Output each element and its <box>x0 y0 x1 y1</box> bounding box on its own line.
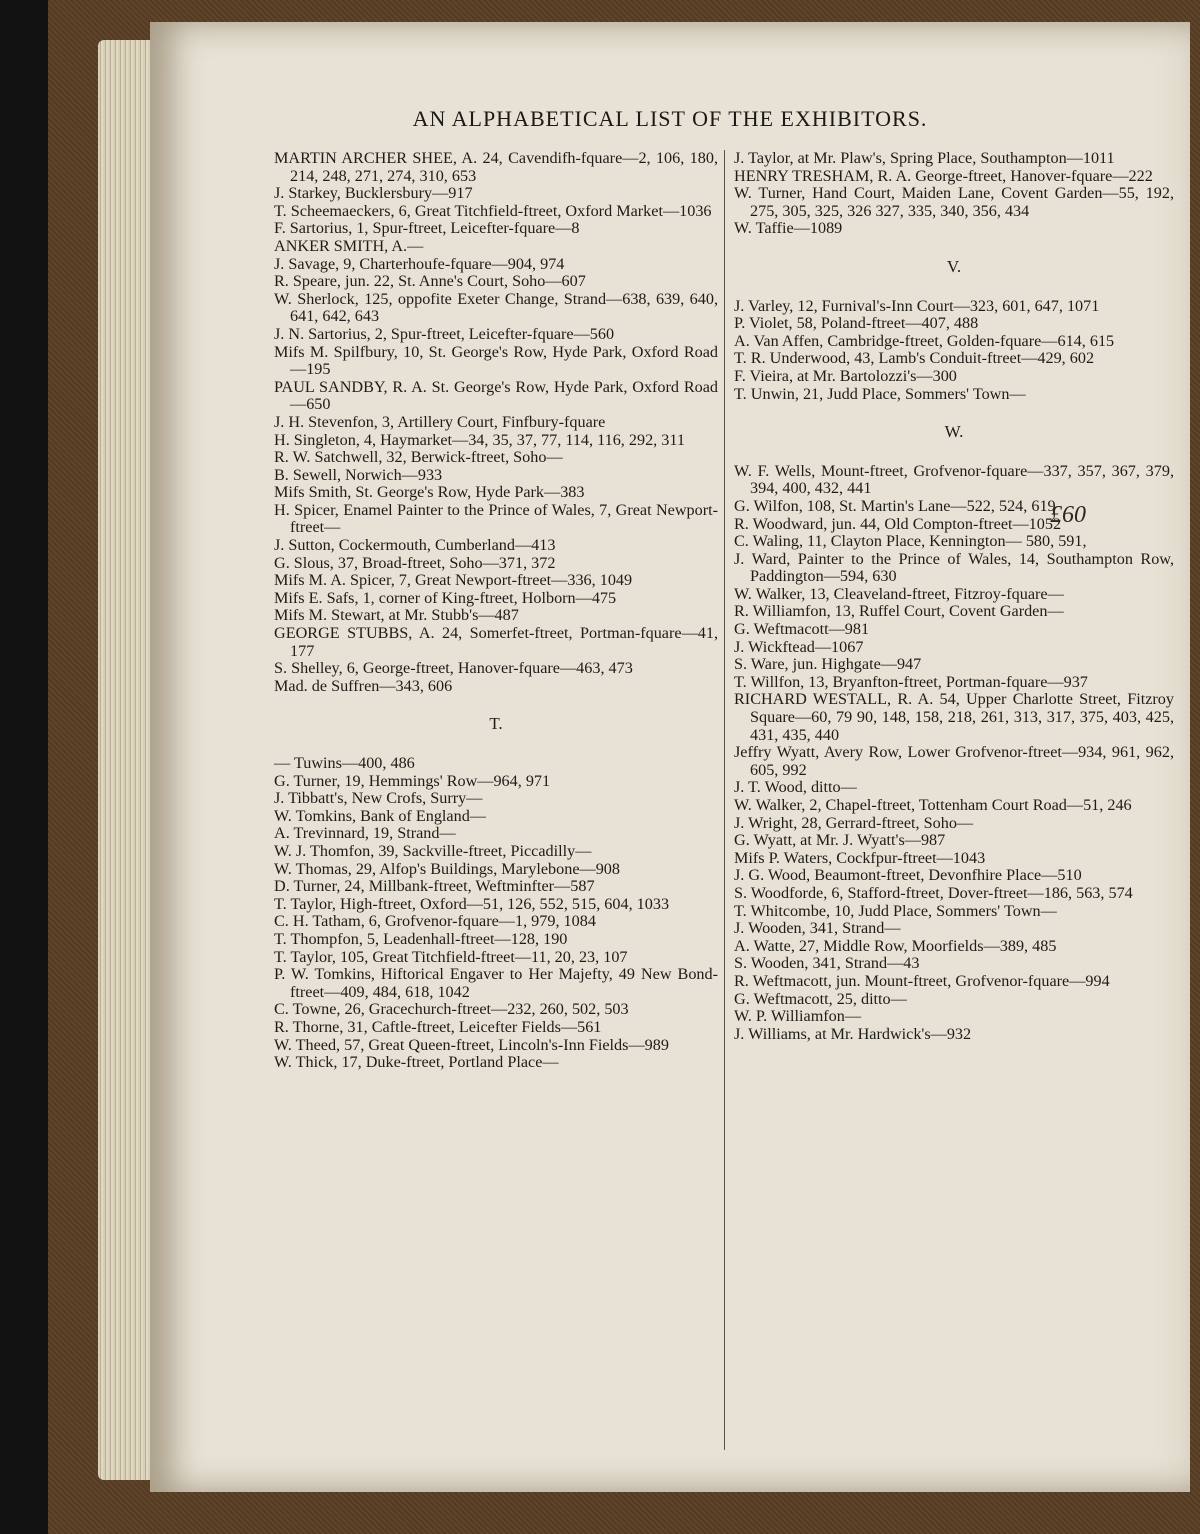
exhibitor-entry: MARTIN ARCHER SHEE, A. 24, Cavendifh-fquare—2, 106, 180, 214, 248, 271, 274, 310, 653 <box>274 149 718 185</box>
exhibitor-entry: W. Theed, 57, Great Queen-ftreet, Lincoln's-Inn Fields—989 <box>274 1035 669 1054</box>
exhibitor-entry: S. Woodforde, 6, Stafford-ftreet, Dover-ftreet—186, 563, 574 <box>734 883 1133 902</box>
exhibitor-entry: P. W. Tomkins, Hiftorical Engaver to Her Majefty, 49 New Bond-ftreet—409, 484, 618, 1042 <box>274 965 718 1001</box>
exhibitor-entry: A. Watte, 27, Middle Row, Moorfields—389, 485 <box>734 936 1057 955</box>
exhibitor-entry: Jeffry Wyatt, Avery Row, Lower Grofvenor-ftreet—934, 961, 962, 605, 992 <box>734 743 1174 779</box>
exhibitor-entry: G. Weftmacott, 25, ditto— <box>734 989 907 1008</box>
exhibitor-entry: W. Taffie—1089 <box>734 219 843 238</box>
exhibitor-entry: G. Turner, 19, Hemmings' Row—964, 971 <box>274 771 551 790</box>
exhibitor-entry: D. Turner, 24, Millbank-ftreet, Weftminfter—587 <box>274 877 595 896</box>
exhibitor-entry: J. T. Wood, ditto— <box>734 778 857 797</box>
exhibitor-entry: W. Thomas, 29, Alfop's Buildings, Marylebone—908 <box>274 859 620 878</box>
section-letter-v: V. <box>946 256 962 276</box>
right-column <box>734 150 1174 1043</box>
entry-list-t-continued <box>734 150 1174 238</box>
exhibitor-entry: Mifs E. Safs, 1, corner of King-ftreet, Holborn—475 <box>274 588 617 607</box>
exhibitor-entry: ANKER SMITH, A.— <box>274 236 424 255</box>
exhibitor-entry: S. Shelley, 6, George-ftreet, Hanover-fquare—463, 473 <box>274 659 633 678</box>
book-page <box>150 22 1190 1492</box>
entry-list-t <box>274 755 718 1072</box>
exhibitor-entry: HENRY TRESHAM, R. A. George-ftreet, Hanover-fquare—222 <box>734 166 1153 185</box>
exhibitor-entry: S. Ware, jun. Highgate—947 <box>734 655 922 674</box>
exhibitor-entry: T. Taylor, High-ftreet, Oxford—51, 126, 552, 515, 604, 1033 <box>274 894 670 913</box>
column-divider <box>724 150 725 1450</box>
exhibitor-entry: J. Savage, 9, Charterhoufe-fquare—904, 974 <box>274 254 565 273</box>
exhibitor-entry: G. Slous, 37, Broad-ftreet, Soho—371, 372 <box>274 553 556 572</box>
section-letter-w: W. <box>944 422 964 442</box>
exhibitor-entry: W. Walker, 13, Cleaveland-ftreet, Fitzroy-fquare— <box>734 584 1064 603</box>
entry-list-v <box>734 298 1174 404</box>
exhibitor-entry: A. Trevinnard, 19, Strand— <box>274 824 456 843</box>
entry-list-w <box>734 463 1174 1044</box>
exhibitor-entry: Mad. de Suffren—343, 606 <box>274 676 453 695</box>
exhibitor-entry: F. Sartorius, 1, Spur-ftreet, Leicefter-fquare—8 <box>274 219 580 238</box>
exhibitor-entry: J. N. Sartorius, 2, Spur-ftreet, Leicefter-fquare—560 <box>274 324 615 343</box>
exhibitor-entry: J. Starkey, Bucklersbury—917 <box>274 184 473 203</box>
exhibitor-entry: H. Singleton, 4, Haymarket—34, 35, 37, 77, 114, 116, 292, 311 <box>274 430 685 449</box>
exhibitor-entry: R. Weftmacott, jun. Mount-ftreet, Grofvenor-fquare—994 <box>734 971 1110 990</box>
exhibitor-entry: R. W. Satchwell, 32, Berwick-ftreet, Soho— <box>274 448 563 467</box>
exhibitor-entry: Mifs M. Stewart, at Mr. Stubb's—487 <box>274 606 519 625</box>
exhibitor-entry: RICHARD WESTALL, R. A. 54, Upper Charlotte Street, Fitzroy Square—60, 79 90, 148, 158, 218, 261, 313, 317, 375, 403, 425, 431, 435, 440 <box>734 690 1174 744</box>
exhibitor-entry: T. Scheemaeckers, 6, Great Titchfield-ftreet, Oxford Market—1036 <box>274 201 712 220</box>
exhibitor-entry: T. Whitcombe, 10, Judd Place, Sommers' Town— <box>734 901 1057 920</box>
exhibitor-entry: W. Sherlock, 125, oppofite Exeter Change, Strand—638, 639, 640, 641, 642, 643 <box>274 289 718 326</box>
exhibitor-entry: W. Tomkins, Bank of England— <box>274 806 486 825</box>
exhibitor-entry: W. F. Wells, Mount-ftreet, Grofvenor-fquare—337, 357, 367, 379, 394, 400, 432, 441 <box>734 461 1174 498</box>
exhibitor-entry: R. Thorne, 31, Caftle-ftreet, Leicefter Fields—561 <box>274 1017 602 1036</box>
exhibitor-entry: R. Woodward, jun. 44, Old Compton-ftreet—1052 <box>734 514 1062 533</box>
exhibitor-entry: S. Wooden, 341, Strand—43 <box>734 954 920 973</box>
exhibitor-entry: J. Sutton, Cockermouth, Cumberland—413 <box>274 536 556 555</box>
exhibitor-entry: J. G. Wood, Beaumont-ftreet, Devonfhire Place—510 <box>734 866 1082 885</box>
section-letter-t: T. <box>489 714 503 734</box>
exhibitor-entry: A. Van Affen, Cambridge-ftreet, Golden-fquare—614, 615 <box>734 331 1115 350</box>
exhibitor-entry: R. Williamfon, 13, Ruffel Court, Covent Garden— <box>734 602 1064 621</box>
exhibitor-entry: F. Vieira, at Mr. Bartolozzi's—300 <box>734 366 957 385</box>
exhibitor-entry: W. P. Williamfon— <box>734 1007 862 1026</box>
page-heading: AN ALPHABETICAL LIST OF THE EXHIBITORS. <box>412 106 928 131</box>
exhibitor-entry: T. Taylor, 105, Great Titchfield-ftreet—11, 20, 23, 107 <box>274 947 628 966</box>
exhibitor-entry: GEORGE STUBBS, A. 24, Somerfet-ftreet, Portman-fquare—41, 177 <box>274 624 718 660</box>
exhibitor-entry: J. Wickftead—1067 <box>734 637 864 656</box>
exhibitor-entry: G. Weftmacott—981 <box>734 620 870 639</box>
exhibitor-entry: C. H. Tatham, 6, Grofvenor-fquare—1, 979, 1084 <box>274 912 596 931</box>
exhibitor-entry: J. Wright, 28, Gerrard-ftreet, Soho— <box>734 813 974 832</box>
exhibitor-entry: J. Wooden, 341, Strand— <box>734 919 901 938</box>
exhibitor-entry: G. Wyatt, at Mr. J. Wyatt's—987 <box>734 831 946 850</box>
exhibitor-entry: PAUL SANDBY, R. A. St. George's Row, Hyde Park, Oxford Road—650 <box>274 377 718 414</box>
exhibitor-entry: — Tuwins—400, 486 <box>274 754 415 772</box>
exhibitor-entry: G. Wilfon, 108, St. Martin's Lane—522, 524, 619 <box>734 496 1056 515</box>
exhibitor-entry: C. Waling, 11, Clayton Place, Kennington— 580, 591, <box>734 532 1087 551</box>
exhibitor-entry: W. Walker, 2, Chapel-ftreet, Tottenham Court Road—51, 246 <box>734 796 1132 814</box>
entry-list-s <box>274 150 718 695</box>
exhibitor-entry: J. Taylor, at Mr. Plaw's, Spring Place, Southampton—1011 <box>734 149 1115 167</box>
exhibitor-entry: J. Varley, 12, Furnival's-Inn Court—323, 601, 647, 1071 <box>734 296 1100 315</box>
exhibitor-entry: J. Ward, Painter to the Prince of Wales, 14, Southampton Row, Paddington—594, 630 <box>734 549 1174 586</box>
exhibitor-entry: Mifs M. Spilfbury, 10, St. George's Row, Hyde Park, Oxford Road—195 <box>274 342 718 379</box>
exhibitor-entry: T. Thompfon, 5, Leadenhall-ftreet—128, 190 <box>274 929 568 948</box>
exhibitor-entry: W. Turner, Hand Court, Maiden Lane, Covent Garden—55, 192, 275, 305, 325, 326 327, 335, 340, 356, 434 <box>734 184 1174 220</box>
exhibitor-entry: J. H. Stevenfon, 3, Artillery Court, Finfbury-fquare <box>274 412 606 431</box>
exhibitor-entry: C. Towne, 26, Gracechurch-ftreet—232, 260, 502, 503 <box>274 1000 629 1019</box>
handwritten-note: £60 <box>1050 502 1086 528</box>
exhibitor-entry: T. Willfon, 13, Bryanfton-ftreet, Portman-fquare—937 <box>734 672 1088 691</box>
exhibitor-entry: Mifs P. Waters, Cockfpur-ftreet—1043 <box>734 848 986 867</box>
exhibitor-entry: H. Spicer, Enamel Painter to the Prince of Wales, 7, Great Newport-ftreet— <box>274 500 718 537</box>
exhibitor-entry: T. Unwin, 21, Judd Place, Sommers' Town— <box>734 384 1026 403</box>
exhibitor-entry: J. Tibbatt's, New Crofs, Surry— <box>274 789 483 808</box>
exhibitor-entry: W. J. Thomfon, 39, Sackville-ftreet, Piccadilly— <box>274 841 592 860</box>
left-column <box>274 150 718 1072</box>
exhibitor-entry: T. R. Underwood, 43, Lamb's Conduit-ftreet—429, 602 <box>734 349 1095 368</box>
exhibitor-entry: W. Thick, 17, Duke-ftreet, Portland Place— <box>274 1053 559 1072</box>
exhibitor-entry: J. Williams, at Mr. Hardwick's—932 <box>734 1024 972 1043</box>
exhibitor-entry: R. Speare, jun. 22, St. Anne's Court, Soho—607 <box>274 272 586 291</box>
exhibitor-entry: B. Sewell, Norwich—933 <box>274 465 443 484</box>
exhibitor-entry: P. Violet, 58, Poland-ftreet—407, 488 <box>734 314 979 333</box>
exhibitor-entry: Mifs Smith, St. George's Row, Hyde Park—383 <box>274 483 585 502</box>
exhibitor-entry: Mifs M. A. Spicer, 7, Great Newport-ftreet—336, 1049 <box>274 571 633 590</box>
